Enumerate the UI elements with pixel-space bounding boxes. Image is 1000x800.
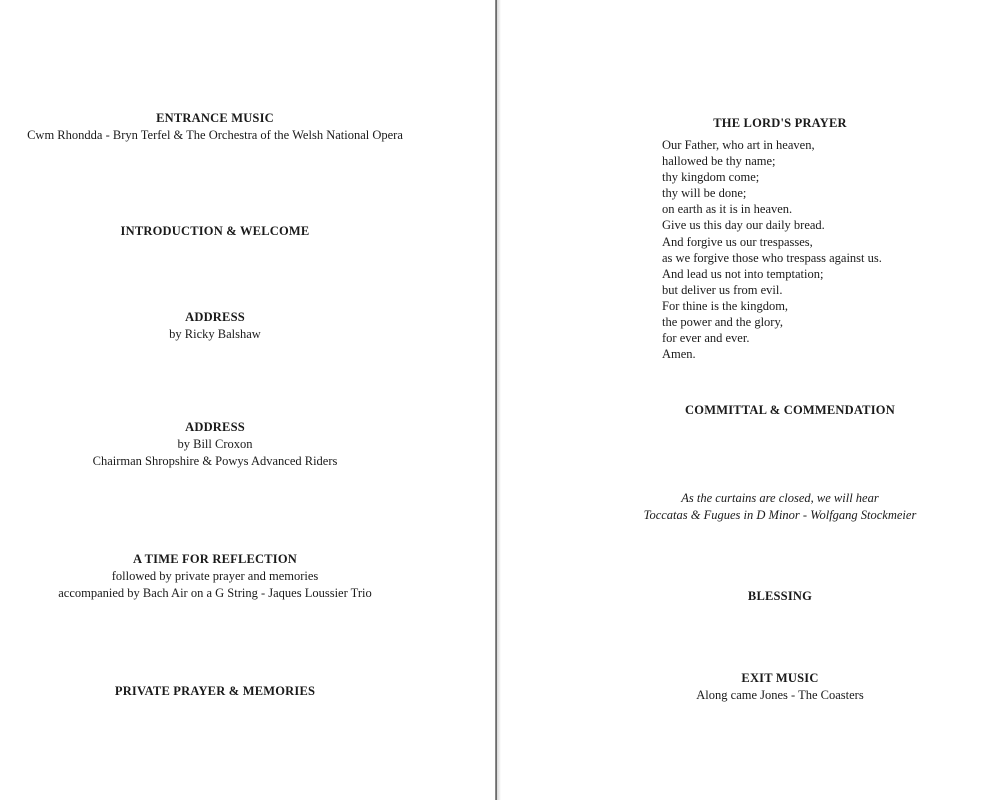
reflection-music: accompanied by Bach Air on a G String - Jaques Loussier Trio [58, 586, 372, 600]
address-ricky-detail: by Ricky Balshaw [169, 327, 261, 341]
reflection-heading: A TIME FOR REFLECTION [132, 552, 298, 566]
address-bill-section [0, 418, 430, 470]
entrance-music-heading: ENTRANCE MUSIC [156, 111, 274, 125]
exit-music-detail: Along came Jones - The Coasters [696, 688, 864, 702]
prayer-line: Our Father, who art in heaven, [662, 138, 815, 152]
page-fold-shadow [497, 0, 501, 800]
curtains-music: Toccatas & Fugues in D Minor - Wolfgang Stockmeier [643, 508, 917, 522]
private-prayer-heading: PRIVATE PRAYER & MEMORIES [114, 684, 316, 698]
address-bill-heading: ADDRESS [185, 420, 245, 434]
introduction-heading: INTRODUCTION & WELCOME [120, 224, 310, 238]
lords-prayer-text [662, 137, 882, 362]
entrance-music-detail: Cwm Rhondda - Bryn Terfel & The Orchestra of the Welsh National Opera [27, 128, 403, 142]
lords-prayer-heading: THE LORD'S PRAYER [713, 116, 847, 130]
prayer-line: hallowed be thy name; [662, 154, 776, 169]
reflection-detail: followed by private prayer and memories [111, 569, 319, 583]
introduction-section [0, 222, 430, 240]
committal-heading: COMMITTAL & COMMENDATION [685, 403, 895, 417]
reflection-section [0, 550, 430, 602]
curtains-section [600, 490, 960, 524]
prayer-line: on earth as it is in heaven. [662, 202, 793, 217]
prayer-line: Amen. [662, 347, 696, 362]
private-prayer-section [0, 682, 430, 700]
committal-section [640, 401, 940, 419]
prayer-line: And forgive us our trespasses, [662, 234, 813, 249]
prayer-line: thy will be done; [662, 186, 747, 201]
curtains-line: As the curtains are closed, we will hear [681, 491, 879, 505]
prayer-line: For thine is the kingdom, [662, 298, 789, 313]
address-ricky-heading: ADDRESS [185, 310, 245, 324]
address-bill-detail: by Bill Croxon [177, 437, 253, 451]
prayer-line: the power and the glory, [662, 315, 784, 330]
exit-music-heading: EXIT MUSIC [741, 671, 819, 685]
address-bill-role: Chairman Shropshire & Powys Advanced Riders [92, 454, 338, 468]
prayer-line: as we forgive those who trespass against us. [662, 250, 882, 265]
address-ricky-section [0, 308, 430, 343]
prayer-line: but deliver us from evil. [662, 282, 783, 297]
prayer-line: thy kingdom come; [662, 170, 760, 185]
prayer-line: And lead us not into temptation; [662, 266, 824, 281]
lords-prayer-section [660, 114, 900, 132]
entrance-music-section [0, 109, 430, 144]
prayer-line: for ever and ever. [662, 331, 750, 346]
exit-music-section [640, 669, 920, 704]
blessing-heading: BLESSING [747, 589, 813, 603]
prayer-line: Give us this day our daily bread. [662, 218, 825, 233]
blessing-section [660, 587, 900, 605]
